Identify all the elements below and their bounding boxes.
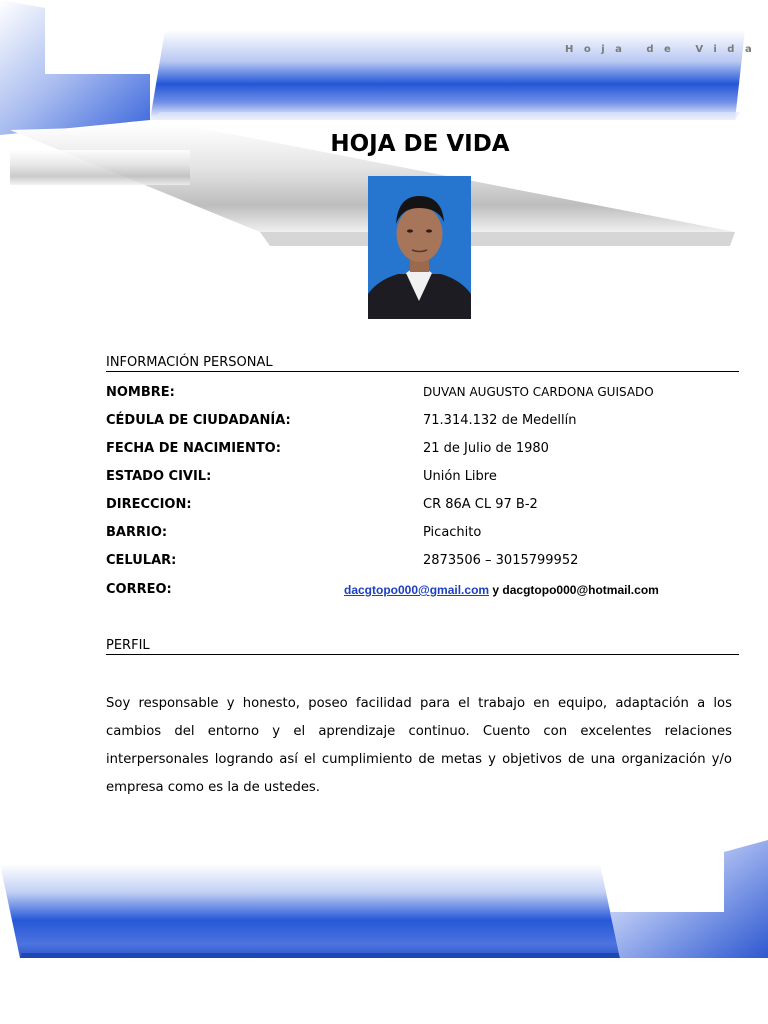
field-value: 2873506 – 3015799952 [423, 553, 579, 568]
field-row-id [106, 413, 746, 435]
field-label: CELULAR: [106, 553, 177, 568]
field-value: 71.314.132 de Medellín [423, 413, 577, 428]
field-label: ESTADO CIVIL: [106, 469, 212, 484]
field-label: CÉDULA DE CIUDADANÍA: [106, 413, 291, 428]
header-tagline: Hoja de Vida [565, 44, 763, 55]
field-label: BARRIO: [106, 525, 168, 540]
field-row-name [106, 385, 746, 407]
field-label: FECHA DE NACIMIENTO: [106, 441, 281, 456]
profile-text: Soy responsable y honesto, poseo facilidad para el trabajo en equipo, adaptación a los cambios del entorno y el aprendizaje continuo. Cuento con excelentes relaciones interpersonales logrando así el cumplimiento de metas y objetivos de una organización y/o empresa como es la de ustedes. [106, 696, 732, 795]
personal-info-heading: INFORMACIÓN PERSONAL [106, 355, 739, 372]
email-joiner: y [489, 583, 503, 597]
profile-photo [368, 176, 471, 319]
field-label: DIRECCION: [106, 497, 192, 512]
field-row-marital-status [106, 469, 746, 491]
email-link[interactable]: dacgtopo000@gmail.com [344, 583, 490, 597]
field-value: 21 de Julio de 1980 [423, 441, 549, 456]
person-portrait-icon [368, 176, 471, 319]
profile-heading: PERFIL [106, 638, 739, 655]
field-row-email [106, 582, 746, 604]
field-value: Picachito [423, 525, 482, 540]
email-secondary: dacgtopo000@hotmail.com [502, 583, 659, 597]
field-value: CR 86A CL 97 B-2 [423, 497, 538, 512]
field-row-cellphone [106, 553, 746, 575]
field-value: DUVAN AUGUSTO CARDONA GUISADO [423, 385, 654, 399]
field-row-neighborhood [106, 525, 746, 547]
field-row-address [106, 497, 746, 519]
email-value [344, 583, 659, 597]
field-value: Unión Libre [423, 469, 497, 484]
bottom-banner-decoration [0, 835, 768, 965]
field-row-birthdate [106, 441, 746, 463]
field-label: NOMBRE: [106, 385, 175, 400]
document-title: HOJA DE VIDA [330, 131, 510, 157]
field-label: CORREO: [106, 582, 172, 597]
